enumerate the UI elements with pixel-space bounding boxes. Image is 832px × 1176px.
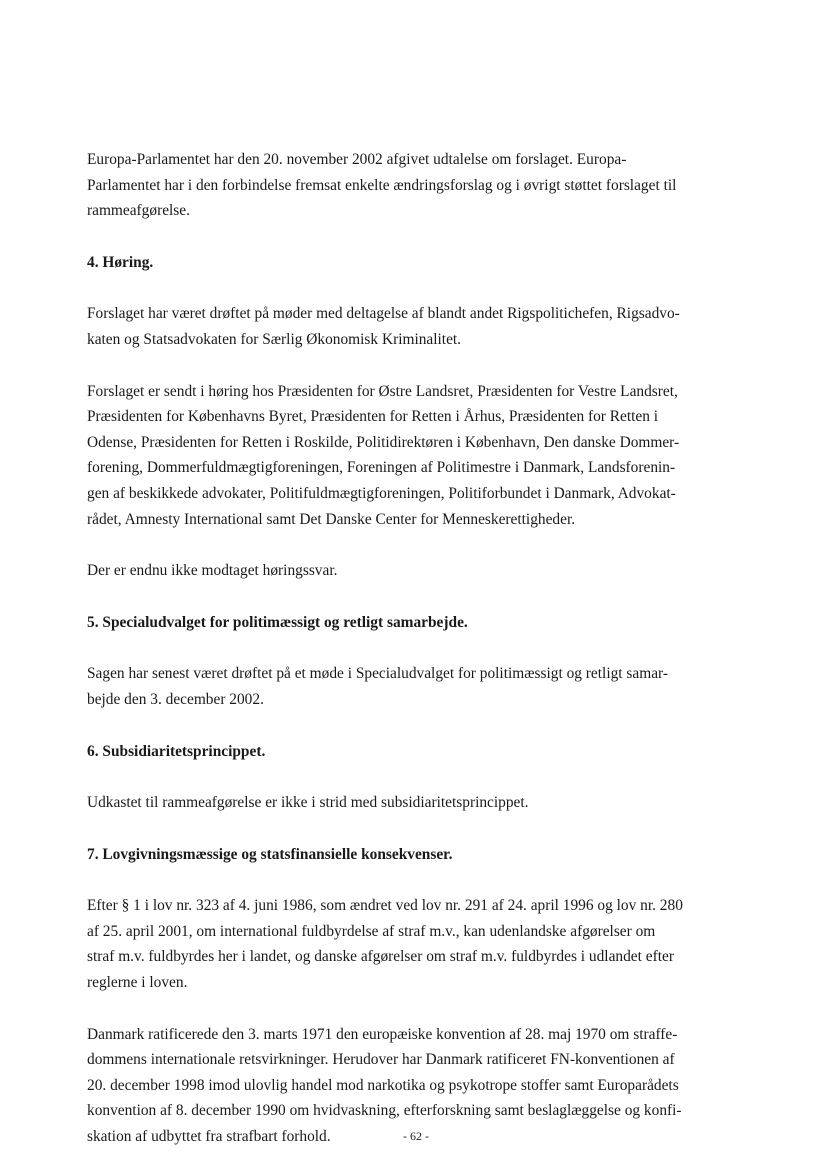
text-line: Europa-Parlamentet har den 20. november 2002 afgivet udtalelse om forslaget. Europa- <box>87 151 627 168</box>
section-heading-horing: 4. Høring. <box>87 253 154 271</box>
paragraph <box>87 893 747 995</box>
text-line: af 25. april 2001, om international fuldbyrdelse af straf m.v., kan udenlandske afgørelser om <box>87 922 656 940</box>
text-line: bejde den 3. december 2002. <box>87 690 264 708</box>
text-line: forening, Dommerfuldmægtigforeningen, Foreningen af Politimestre i Danmark, Landsforenin- <box>87 459 676 477</box>
section-heading-specialudvalget: 5. Specialudvalget for politimæssigt og retligt samarbejde. <box>87 613 468 631</box>
paragraph <box>87 379 747 533</box>
text-line: Parlamentet har i den forbindelse fremsat enkelte ændringsforslag og i øvrigt støttet forslaget til <box>87 176 677 194</box>
text-line: rådet, Amnesty International samt Det Danske Center for Menneskerettigheder. <box>87 510 576 528</box>
text-line: straf m.v. fuldbyrdes her i landet, og danske afgørelser om straf m.v. fuldbyrdes i udlandet efter <box>87 948 674 966</box>
text-line: Præsidenten for Københavns Byret, Præsidenten for Retten i Århus, Præsidenten for Retten i <box>87 408 659 426</box>
page-number: - 62 - <box>403 1129 429 1143</box>
text-line: Der er endnu ikke modtaget høringssvar. <box>87 562 338 580</box>
paragraph <box>87 558 747 584</box>
text-line: Forslaget har været drøftet på møder med deltagelse af blandt andet Rigspolitichefen, Rigsadvo- <box>87 305 680 323</box>
text-line: gen af beskikkede advokater, Politifuldmægtigforeningen, Politiforbundet i Danmark, Advokat- <box>87 484 676 502</box>
text-line: katen og Statsadvokaten for Særlig Økonomisk Kriminalitet. <box>87 330 462 348</box>
text-line: skation af udbyttet fra strafbart forhold. <box>87 1128 331 1146</box>
text-line: reglerne i loven. <box>87 974 188 992</box>
section-heading-subsidiaritet: 6. Subsidiaritetsprincippet. <box>87 742 266 760</box>
paragraph <box>87 301 747 352</box>
text-line: dommens internationale retsvirkninger. Herudover har Danmark ratificeret FN-konventionen af <box>87 1051 675 1069</box>
text-line: Forslaget er sendt i høring hos Præsidenten for Østre Landsret, Præsidenten for Vestre Landsret, <box>87 382 678 400</box>
document-body <box>87 147 747 1176</box>
paragraph <box>87 790 747 816</box>
text-line: rammeafgørelse. <box>87 202 190 220</box>
text-line: Danmark ratificerede den 3. marts 1971 den europæiske konvention af 28. maj 1970 om straffe- <box>87 1025 678 1043</box>
section-heading-lovgivning: 7. Lovgivningsmæssige og statsfinansielle konsekvenser. <box>87 845 453 863</box>
text-line: 20. december 1998 imod ulovlig handel mod narkotika og psykotrope stoffer samt Europarådets <box>87 1076 679 1094</box>
text-line: Sagen har senest været drøftet på et møde i Specialudvalget for politimæssigt og retligt samar- <box>87 665 668 683</box>
paragraph <box>87 147 747 224</box>
text-line: Udkastet til rammeafgørelse er ikke i strid med subsidiaritetsprincippet. <box>87 794 529 812</box>
text-line: Odense, Præsidenten for Retten i Roskilde, Politidirektøren i København, Den danske Dommer- <box>87 433 680 451</box>
text-line: konvention af 8. december 1990 om hvidvaskning, efterforskning samt beslaglæggelse og konfi- <box>87 1102 682 1120</box>
paragraph <box>87 661 747 712</box>
text-line: Efter § 1 i lov nr. 323 af 4. juni 1986, som ændret ved lov nr. 291 af 24. april 1996 og lov nr. 280 <box>87 897 683 915</box>
